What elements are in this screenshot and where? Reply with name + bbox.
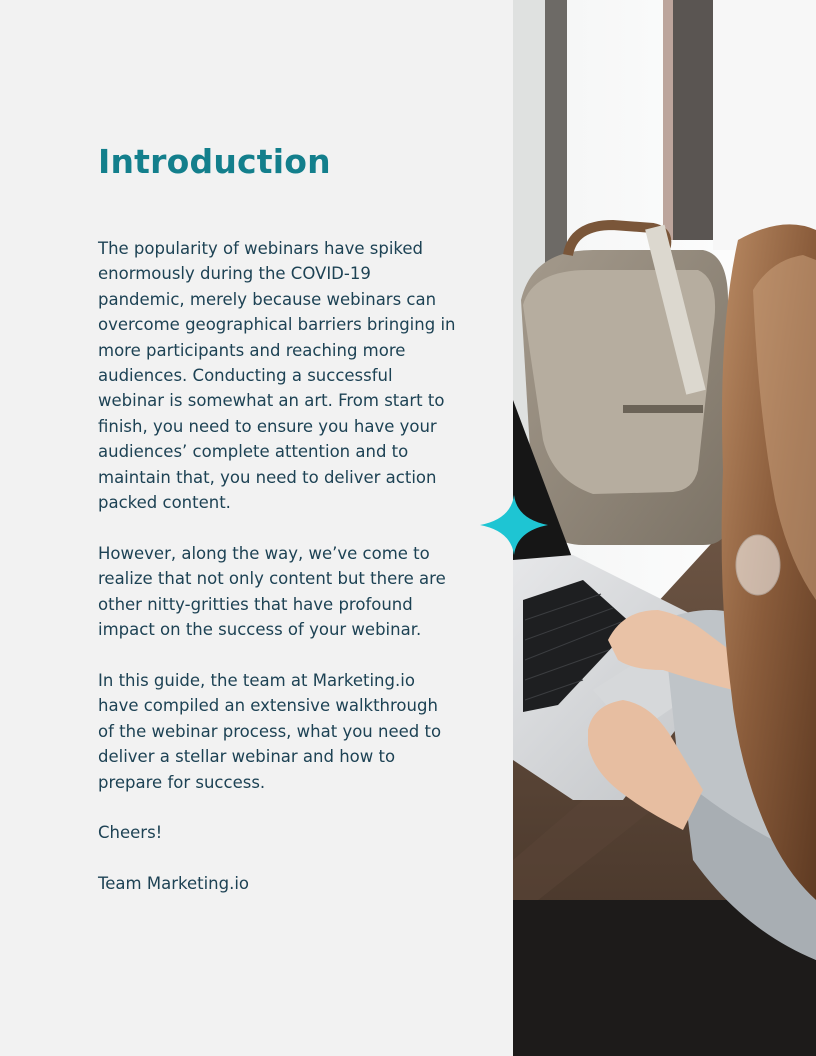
laptop-photo: [513, 0, 816, 1056]
paragraph-guide: In this guide, the team at Marketing.io have compiled an extensive walkthrough of the webinar process, what you need to deliver a stellar webinar and how to prepare for success.: [98, 670, 442, 792]
paragraph-intro: The popularity of webinars have spiked enormously during the COVID-19 pandemic, merely because webinars can overcome geographical barriers bringing in more participants and reaching more audiences. Conducting a successful webinar is somewhat an art. From start to finish, you need to ensure you have your audiences’ complete attention and to maintain that, you need to deliver action packed content.: [98, 239, 456, 513]
body-text: [98, 236, 458, 922]
paragraph-however: However, along the way, we’ve come to realize that not only content but there are other nitty-gritties that have profound impact on the success of your webinar.: [98, 543, 446, 640]
signature: Team Marketing.io: [98, 874, 250, 894]
page-title: Introduction: [98, 142, 331, 181]
closing-cheers: Cheers!: [98, 823, 163, 843]
four-point-sparkle-icon: [480, 495, 548, 555]
